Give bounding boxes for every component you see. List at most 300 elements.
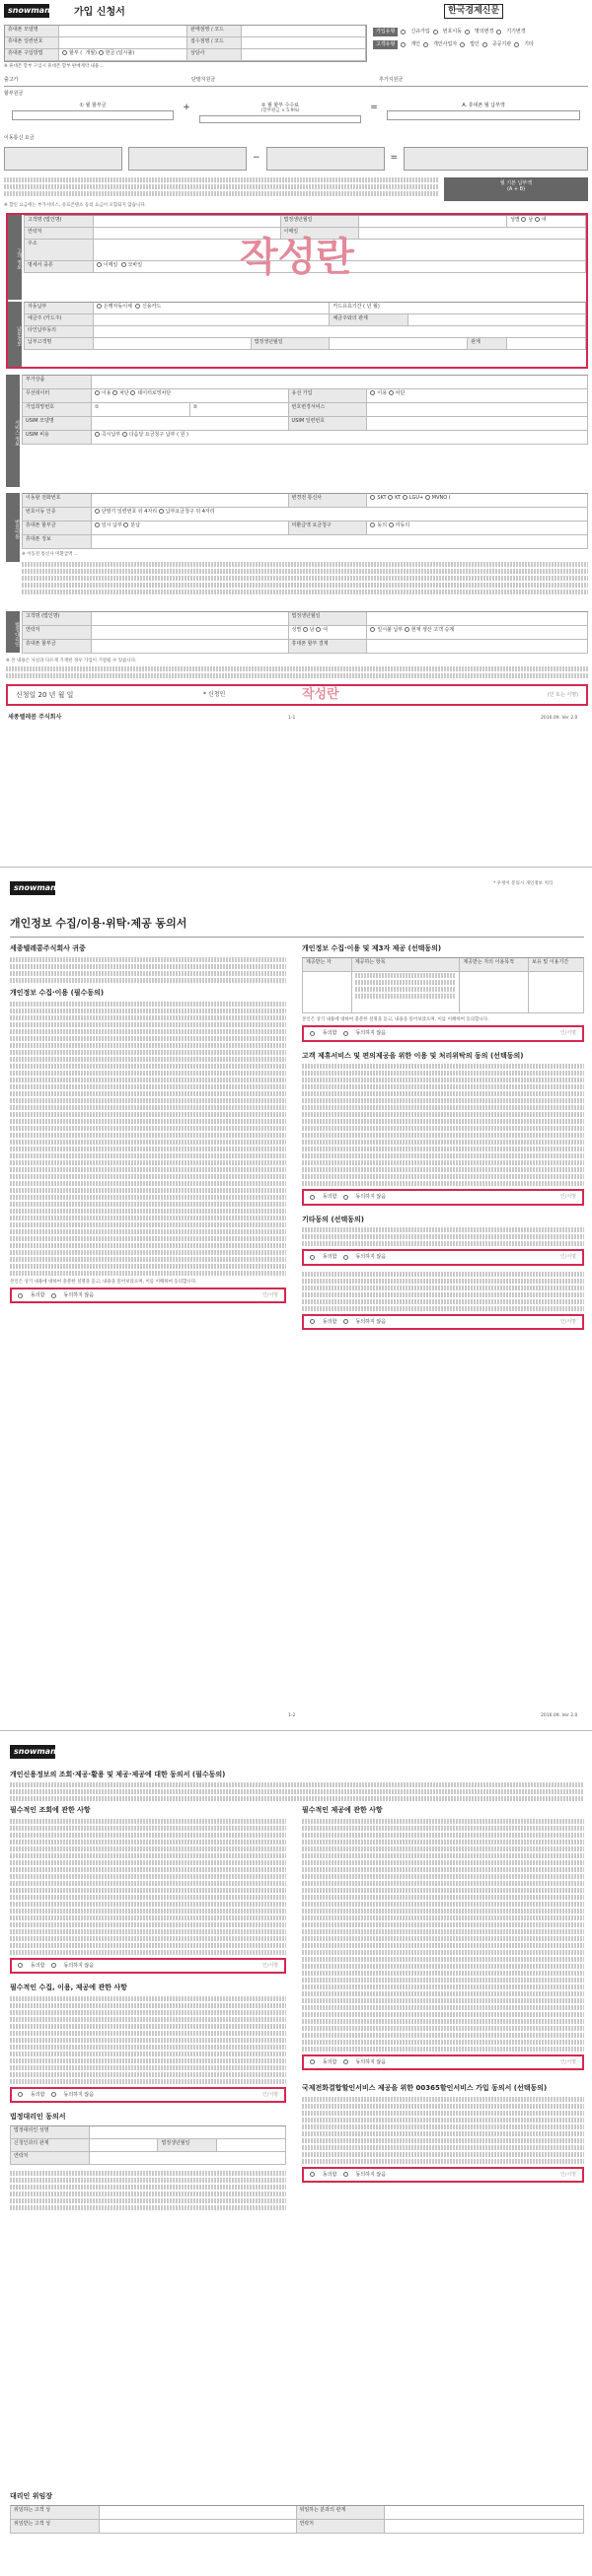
other-heading: 기타동의 (선택동의) bbox=[302, 1215, 364, 1223]
radio-icon[interactable] bbox=[370, 390, 375, 395]
radio-icon[interactable] bbox=[343, 1195, 348, 1200]
other2-disagree[interactable]: 동의하지 않음 bbox=[355, 1318, 387, 1325]
radio-icon[interactable] bbox=[303, 627, 308, 632]
payment-table bbox=[24, 302, 586, 350]
carrier-kt: KT bbox=[395, 495, 402, 501]
radio-icon[interactable] bbox=[310, 1031, 315, 1036]
collect-sign[interactable]: 인/서명 bbox=[261, 2091, 278, 2098]
privacy-consent-page bbox=[0, 868, 592, 1731]
hope-number-1[interactable]: ① bbox=[92, 403, 190, 417]
price-row bbox=[4, 77, 588, 87]
monthly-installment-label: ① 월 할부금 bbox=[79, 103, 107, 108]
number-change-field[interactable] bbox=[367, 403, 588, 417]
birth-label: 법정생년월일 bbox=[281, 216, 360, 228]
settle-lump: 일시 납부 bbox=[101, 522, 122, 528]
other2-agree[interactable]: 동의함 bbox=[323, 1318, 337, 1325]
porting-section-text: 번호이동 bbox=[14, 520, 20, 539]
legal-payment-field[interactable] bbox=[367, 640, 588, 654]
other-text-2 bbox=[302, 1272, 584, 1311]
radio-icon[interactable] bbox=[159, 509, 164, 514]
radio-icon[interactable] bbox=[316, 627, 321, 632]
page2-note: * 우정이 문의시 개인정보 처리 bbox=[493, 881, 554, 886]
gender-label: 성별 bbox=[510, 217, 520, 223]
delegate-field[interactable] bbox=[100, 2520, 297, 2534]
usim-pay-next: 다음달 요금청구 납부 bbox=[128, 432, 176, 438]
card-expiry-label: 카드유효기간 ( 년 월) bbox=[333, 304, 380, 310]
checkbox-icon[interactable] bbox=[482, 42, 487, 47]
apply-date[interactable]: 신청일 20 년 월 일 bbox=[16, 690, 74, 699]
legal-rep-table bbox=[10, 2125, 286, 2165]
customer-personal: 개인 bbox=[410, 41, 420, 48]
prev-carrier-label: 변경전 통신사 bbox=[289, 494, 368, 508]
phone-label: 연락처 bbox=[25, 228, 94, 240]
wired-use: 이용 bbox=[377, 390, 388, 396]
checkbox-icon[interactable] bbox=[460, 42, 465, 47]
period-cell bbox=[529, 972, 584, 1013]
radio-icon[interactable] bbox=[343, 2059, 348, 2064]
purchase-months: 개월) bbox=[85, 50, 98, 56]
legal-gender-field[interactable] bbox=[289, 626, 368, 640]
address-label: 주소 bbox=[25, 240, 94, 261]
bill-type-label: 명세서 종류 bbox=[25, 261, 94, 273]
radio-icon[interactable] bbox=[310, 2059, 315, 2064]
customer-public: 공공기관 bbox=[491, 41, 512, 48]
radio-icon[interactable] bbox=[310, 1319, 315, 1324]
wired-block: 차단 bbox=[395, 390, 406, 396]
rep-phone-field[interactable] bbox=[90, 2152, 286, 2165]
dealer-field[interactable] bbox=[242, 26, 366, 37]
other-consent-box-2 bbox=[302, 1314, 584, 1330]
title-divider bbox=[10, 937, 584, 938]
radio-icon[interactable] bbox=[135, 304, 140, 309]
marketing-text bbox=[302, 1064, 584, 1186]
marketing-agree[interactable]: 동의함 bbox=[323, 1194, 337, 1201]
customer-type-label: 고객유형 bbox=[373, 40, 398, 48]
card-expiry-field[interactable] bbox=[330, 303, 586, 314]
intl-call-heading: 국제전화결합할인서비스 제공을 위한 00365할인서비스 가입 동의서 (선택동의) bbox=[302, 2084, 548, 2092]
autopay-options[interactable] bbox=[94, 303, 331, 314]
legal-gender-male: 남 bbox=[309, 627, 315, 633]
usim-cost-options[interactable] bbox=[92, 431, 588, 445]
provide-consent-box bbox=[302, 2054, 584, 2070]
customer-section-label bbox=[8, 215, 22, 300]
bill-mobile: 모바일 bbox=[127, 262, 143, 268]
delegate-relation-label: 위임하는 분과의 관계 bbox=[297, 2506, 386, 2520]
delegator-field[interactable] bbox=[100, 2506, 297, 2520]
wireless-data-label: 무선데이터 bbox=[23, 389, 92, 403]
radio-icon[interactable] bbox=[95, 522, 100, 527]
marketing-disagree[interactable]: 동의하지 않음 bbox=[355, 1194, 387, 1201]
required-text bbox=[10, 1002, 286, 1276]
payer-relation-label: 관계 bbox=[468, 338, 507, 350]
third-consent-text: 본인은 상기 내용에 대하여 충분한 설명을 듣고, 내용을 읽어보았으며, 이를 이해하여 동의합니다. bbox=[302, 1016, 489, 1022]
legal-table bbox=[22, 611, 588, 654]
email-field[interactable] bbox=[359, 228, 586, 240]
name-label: 고객명 (법인명) bbox=[25, 216, 94, 228]
radio-icon[interactable] bbox=[370, 627, 375, 632]
inquiry-text bbox=[10, 1819, 286, 1955]
intl-disagree[interactable]: 동의하지 않음 bbox=[355, 2171, 387, 2178]
third-sign[interactable]: 인/서명 bbox=[559, 1030, 576, 1037]
purchase-cash: 현금 (일시불) bbox=[105, 50, 135, 56]
radio-icon[interactable] bbox=[130, 390, 135, 395]
holder-relation-field[interactable] bbox=[408, 314, 586, 326]
rep-relation-field[interactable] bbox=[90, 2139, 159, 2152]
settle-note: ※ 이동전 통신사 미환급액 ... bbox=[22, 552, 79, 557]
radio-icon[interactable] bbox=[403, 495, 407, 500]
port-auth-options[interactable] bbox=[92, 508, 588, 522]
other1-sign[interactable]: 인/서명 bbox=[559, 1254, 576, 1261]
plan-box-3[interactable] bbox=[266, 147, 385, 171]
branch-field[interactable] bbox=[242, 37, 366, 49]
radio-icon[interactable] bbox=[18, 1963, 23, 1968]
rep-name-field[interactable] bbox=[90, 2126, 286, 2139]
inquiry-agree[interactable]: 동의함 bbox=[31, 1962, 45, 1969]
required-consent-text: 본인은 상기 내용에 대하여 충분한 설명을 듣고, 내용을 읽어보았으며, 이를 이해하여 동의합니다. bbox=[10, 1279, 197, 1285]
purchase-installment: 할부 ( bbox=[69, 50, 83, 56]
usim-serial-field[interactable] bbox=[367, 417, 588, 431]
porting-section-label bbox=[6, 493, 20, 562]
radio-icon[interactable] bbox=[51, 2092, 56, 2097]
provide-text bbox=[302, 1819, 584, 2052]
radio-icon[interactable] bbox=[123, 522, 128, 527]
required-disagree[interactable]: 동의하지 않음 bbox=[63, 1292, 95, 1299]
device-support-label: 단말지원금 bbox=[191, 77, 216, 83]
radio-icon[interactable] bbox=[95, 509, 100, 514]
name-field[interactable] bbox=[94, 216, 281, 228]
collect-heading: 필수적인 수집, 이용, 제공에 관한 사항 bbox=[10, 1984, 127, 1991]
legal-name-label: 고객명 (법인명) bbox=[23, 612, 92, 626]
signature-field[interactable]: (인 또는 서명) bbox=[547, 691, 578, 698]
installment-label: 할부원금 bbox=[4, 91, 24, 97]
third-party-consent-field[interactable] bbox=[94, 326, 586, 338]
checkbox-icon[interactable] bbox=[423, 42, 428, 47]
radio-icon[interactable] bbox=[389, 522, 394, 527]
delegate-relation-field[interactable] bbox=[385, 2506, 584, 2520]
rep-birth-label: 법정생년월일 bbox=[158, 2139, 217, 2152]
intl-call-text bbox=[302, 2097, 584, 2164]
customer-section-text: 고객 정보 bbox=[16, 248, 22, 270]
device-info-table bbox=[4, 25, 367, 62]
plan-box-4[interactable] bbox=[404, 147, 588, 171]
radio-icon[interactable] bbox=[370, 495, 375, 500]
checkbox-icon[interactable] bbox=[433, 30, 438, 35]
inquiry-heading: 필수적인 조회에 관한 사항 bbox=[10, 1806, 91, 1814]
radio-icon[interactable] bbox=[122, 432, 127, 437]
col-purpose: 제공받는 자의 이용목적 bbox=[460, 958, 529, 972]
footer-notes bbox=[6, 666, 588, 680]
intl-sign[interactable]: 인/서명 bbox=[559, 2171, 576, 2178]
calc-row bbox=[4, 103, 588, 130]
hope-number-2[interactable]: ② bbox=[190, 403, 289, 417]
provide-disagree[interactable]: 동의하지 않음 bbox=[355, 2058, 387, 2065]
page2-form-code: 2016.09. Ver 2.0 bbox=[541, 1713, 578, 1718]
equals-icon: = bbox=[370, 103, 378, 112]
radio-icon[interactable] bbox=[18, 1293, 23, 1298]
collect-text bbox=[10, 1996, 286, 2084]
fee-disagree: 미동의 bbox=[395, 522, 410, 528]
radio-icon[interactable] bbox=[310, 1195, 315, 1200]
customer-sole: 개인사업자 bbox=[433, 41, 458, 48]
service-table bbox=[22, 375, 588, 445]
monthly-fee-label: ② 월 할부 수수료 bbox=[260, 103, 300, 108]
port-auth-label: 번호이동 인증 bbox=[23, 508, 92, 522]
collect-disagree[interactable]: 동의하지 않음 bbox=[63, 2091, 95, 2098]
third-party-heading: 개인정보 수집·이용 및 제3자 제공 (선택동의) bbox=[302, 944, 442, 952]
legal-rep-heading: 법정대리인 동의서 bbox=[10, 2113, 66, 2121]
plan-label: 이동통신 요금 bbox=[4, 135, 35, 141]
port-device-field[interactable] bbox=[92, 535, 588, 549]
customer-corp: 법인 bbox=[470, 41, 480, 48]
marketing-consent-box bbox=[302, 1189, 584, 1205]
required-consent-box bbox=[10, 1288, 286, 1303]
carrier-mvno: MVNO ( bbox=[431, 495, 451, 501]
radio-icon[interactable] bbox=[62, 50, 67, 55]
wireless-use: 이용 bbox=[101, 390, 111, 396]
radio-icon[interactable] bbox=[343, 1255, 348, 1260]
inquiry-disagree[interactable]: 동의하지 않음 bbox=[63, 1962, 95, 1969]
col-recipient: 제공받는 자 bbox=[303, 958, 352, 972]
delegate-phone-label: 연락처 bbox=[297, 2520, 386, 2534]
service-section-text: 서비스 정보 bbox=[14, 419, 20, 447]
gender-field[interactable] bbox=[507, 216, 586, 228]
collect-agree[interactable]: 동의함 bbox=[31, 2091, 45, 2098]
radio-icon[interactable] bbox=[405, 627, 409, 632]
usim-model-label: USIM 모델명 bbox=[23, 417, 92, 431]
consultant-field[interactable] bbox=[242, 49, 366, 61]
legal-gender-label: 성별 bbox=[291, 627, 302, 633]
legal-birth-field[interactable] bbox=[367, 612, 588, 626]
legal-section-text: 법정대리인 bbox=[14, 621, 20, 647]
wired-label: 유선 가입 bbox=[289, 389, 368, 403]
other-consent-box-1 bbox=[302, 1249, 584, 1265]
autopay-bank: 은행자동이체 bbox=[103, 304, 132, 310]
signup-new: 신규가입 bbox=[410, 29, 430, 35]
agent-section bbox=[10, 2492, 584, 2534]
legal-lump: 일시불 납부 bbox=[377, 627, 404, 633]
auth-serial: 단말기 일련번호 뒤 4자리 bbox=[101, 509, 158, 515]
radio-icon[interactable] bbox=[310, 2172, 315, 2177]
addon-label: 부가상품 bbox=[23, 376, 92, 389]
minus-icon: − bbox=[253, 153, 260, 164]
legal-rep-text bbox=[10, 2171, 286, 2210]
credit-consent-page bbox=[0, 1731, 592, 2576]
signup-device: 기기변경 bbox=[506, 29, 526, 35]
apply-signature-row bbox=[6, 684, 588, 706]
radio-icon[interactable] bbox=[51, 1963, 56, 1968]
required-agree[interactable]: 동의함 bbox=[31, 1292, 45, 1299]
delegator-label: 위임하는 고객 성 bbox=[11, 2506, 100, 2520]
monthly-total bbox=[444, 177, 588, 201]
payer-birth-field[interactable] bbox=[330, 338, 468, 350]
radio-icon[interactable] bbox=[97, 304, 102, 309]
other1-agree[interactable]: 동의함 bbox=[323, 1254, 337, 1261]
legal-settle-options[interactable] bbox=[367, 626, 588, 640]
monthly-fee-field[interactable] bbox=[199, 115, 361, 123]
third-agree[interactable]: 동의함 bbox=[323, 1030, 337, 1037]
snowman-logo: snowman bbox=[10, 881, 55, 895]
snowman-logo: snowman bbox=[10, 1745, 55, 1759]
service-section-label bbox=[6, 375, 20, 487]
agent-table bbox=[10, 2505, 584, 2534]
checkbox-icon[interactable] bbox=[401, 42, 406, 47]
radio-icon[interactable] bbox=[535, 217, 540, 222]
signature-stamp: 작성란 bbox=[302, 686, 339, 702]
payer-name-field[interactable] bbox=[94, 338, 252, 350]
usim-cost-label: USIM 비용 bbox=[23, 431, 92, 445]
fee-formula: (할부원금 × 5.9%) bbox=[260, 108, 300, 114]
carrier-skt: SKT bbox=[377, 495, 387, 501]
third-consent-box bbox=[302, 1025, 584, 1041]
label-purchase: 휴대폰 구입방법 bbox=[5, 49, 59, 61]
intro-text bbox=[10, 957, 286, 983]
other-text bbox=[302, 1227, 584, 1246]
marketing-sign[interactable]: 인/서명 bbox=[559, 1194, 576, 1201]
legal-phone-field[interactable] bbox=[92, 626, 289, 640]
page2-number: 1-2 bbox=[288, 1713, 296, 1718]
legal-gender-female: 여 bbox=[323, 627, 329, 633]
radio-icon[interactable] bbox=[343, 1319, 348, 1324]
legal-name-field[interactable] bbox=[92, 612, 289, 626]
monthly-total-label: 월 기본 납부액 bbox=[499, 180, 533, 186]
radio-icon[interactable] bbox=[343, 2172, 348, 2177]
addon-field[interactable] bbox=[92, 376, 588, 389]
payment-section-label bbox=[8, 302, 22, 367]
port-number-field[interactable] bbox=[92, 494, 289, 508]
form-code: 2016.09. Ver 2.0 bbox=[541, 716, 578, 721]
wireless-data-options[interactable] bbox=[92, 389, 289, 403]
label-model: 휴대폰 모델명 bbox=[5, 26, 59, 37]
bill-email: 이메일 bbox=[103, 262, 118, 268]
radio-icon[interactable] bbox=[97, 262, 102, 267]
radio-icon[interactable] bbox=[95, 390, 100, 395]
checkbox-icon[interactable] bbox=[401, 30, 406, 35]
payer-relation-field[interactable] bbox=[507, 338, 586, 350]
legal-succession: 현재 생산 고객 승계 bbox=[410, 627, 455, 633]
radio-icon[interactable] bbox=[99, 50, 104, 55]
usim-model-field[interactable] bbox=[92, 417, 289, 431]
model-field[interactable] bbox=[59, 26, 187, 37]
checkbox-icon[interactable] bbox=[496, 30, 501, 35]
radio-icon[interactable] bbox=[310, 1255, 315, 1260]
port-installment-label: 휴대폰 할부금 bbox=[23, 522, 92, 535]
other1-disagree[interactable]: 동의하지 않음 bbox=[355, 1254, 387, 1261]
unrefunded-options[interactable] bbox=[367, 522, 588, 535]
third-party-table bbox=[302, 957, 584, 1013]
delegate-label: 위임받는 고객 성 bbox=[11, 2520, 100, 2534]
rep-name-label: 법정대리인 성명 bbox=[11, 2126, 90, 2139]
auth-bill: 납부요금청구 뒤 4자리 bbox=[165, 509, 215, 515]
radio-icon[interactable] bbox=[95, 432, 100, 437]
device-monthly bbox=[379, 103, 588, 130]
carrier-options[interactable] bbox=[367, 494, 588, 508]
signup-port: 번호이동 bbox=[442, 29, 462, 35]
gender-female: 여 bbox=[541, 217, 547, 223]
plan-box-1[interactable] bbox=[4, 147, 122, 171]
monthly-installment-field[interactable] bbox=[12, 110, 174, 120]
other2-sign[interactable]: 인/서명 bbox=[559, 1318, 576, 1325]
legal-phone-label: 연락처 bbox=[23, 626, 92, 640]
usim-serial-label: USIM 일련번호 bbox=[289, 417, 368, 431]
legal-birth-label: 법정생년월일 bbox=[289, 612, 368, 626]
radio-icon[interactable] bbox=[389, 390, 394, 395]
radio-icon[interactable] bbox=[51, 1293, 56, 1298]
legal-installment-label: 휴대폰 할부금 bbox=[23, 640, 92, 654]
monthly-installment bbox=[4, 103, 182, 130]
label-branch: 접수점명 / 코드 bbox=[187, 37, 242, 49]
port-number-label: 이동할 전화번호 bbox=[23, 494, 92, 508]
checkbox-icon[interactable] bbox=[465, 30, 470, 35]
port-installment-options[interactable] bbox=[92, 522, 289, 535]
payer-name-label: 납부고객명 bbox=[25, 338, 94, 350]
radio-icon[interactable] bbox=[370, 522, 375, 527]
radio-icon[interactable] bbox=[343, 1031, 348, 1036]
intl-agree[interactable]: 동의함 bbox=[323, 2171, 337, 2178]
page-number: 1-1 bbox=[288, 716, 296, 721]
autopay-label: 자동납부 bbox=[25, 303, 94, 314]
radio-icon[interactable] bbox=[521, 217, 526, 222]
application-form-page bbox=[0, 0, 592, 868]
porting-table bbox=[22, 493, 588, 549]
purchase-options[interactable] bbox=[59, 49, 187, 61]
birth-field[interactable] bbox=[359, 216, 507, 228]
delegate-phone-field[interactable] bbox=[385, 2520, 584, 2534]
collect-consent-box bbox=[10, 2087, 286, 2103]
third-disagree[interactable]: 동의하지 않음 bbox=[355, 1030, 387, 1037]
radio-icon[interactable] bbox=[121, 262, 126, 267]
legal-payment-label: 휴대폰 할부 결제 bbox=[289, 640, 368, 654]
plan-notes bbox=[4, 177, 438, 198]
payer-birth-label: 법정생년월일 bbox=[252, 338, 331, 350]
account-holder-field[interactable] bbox=[94, 314, 331, 326]
wireless-block: 차단 bbox=[119, 390, 129, 396]
wired-options[interactable] bbox=[367, 389, 588, 403]
radio-icon[interactable] bbox=[425, 495, 430, 500]
page3-intro bbox=[10, 1782, 584, 1803]
payment-section-text: 납부정보 bbox=[16, 326, 22, 346]
legal-section-label bbox=[6, 611, 20, 653]
label-serial: 휴대폰 일련번호 bbox=[5, 37, 59, 49]
rep-birth-field[interactable] bbox=[217, 2139, 286, 2152]
device-monthly-field[interactable] bbox=[387, 110, 580, 120]
applicant-label: * 신청인 bbox=[203, 691, 226, 699]
required-heading: 개인정보 수집·이용 (필수동의) bbox=[10, 988, 105, 997]
required-sign[interactable]: 인/서명 bbox=[261, 1292, 278, 1299]
autopay-card: 신용카드 bbox=[142, 304, 162, 310]
checkbox-icon[interactable] bbox=[514, 42, 519, 47]
provide-sign[interactable]: 인/서명 bbox=[559, 2058, 576, 2065]
provide-agree[interactable]: 동의함 bbox=[323, 2058, 337, 2065]
plan-box-2[interactable] bbox=[128, 147, 247, 171]
legal-installment-field[interactable] bbox=[92, 640, 289, 654]
porting-notes bbox=[22, 562, 588, 596]
newspaper-stamp: 한국경제신문 bbox=[444, 4, 503, 19]
company-name: 세종텔레콤 주식회사 bbox=[8, 714, 62, 721]
signup-type-group bbox=[373, 27, 588, 50]
fee-agree: 동의 bbox=[377, 522, 388, 528]
plus-icon: + bbox=[183, 103, 190, 112]
signup-transfer: 명의변경 bbox=[474, 29, 494, 35]
serial-field[interactable] bbox=[59, 37, 187, 49]
recipient-cell bbox=[303, 972, 352, 1013]
radio-icon[interactable] bbox=[112, 390, 117, 395]
customer-payment-section bbox=[6, 213, 588, 369]
radio-icon[interactable] bbox=[388, 495, 393, 500]
inquiry-sign[interactable]: 인/서명 bbox=[261, 1962, 278, 1969]
form-footer-note: ※ 본 내용은 사실과 다르게 기재된 경우 가입이 거절될 수 있습니다. bbox=[6, 659, 137, 663]
carrier-lgu: LGU+ bbox=[408, 495, 424, 501]
radio-icon[interactable] bbox=[18, 2092, 23, 2097]
